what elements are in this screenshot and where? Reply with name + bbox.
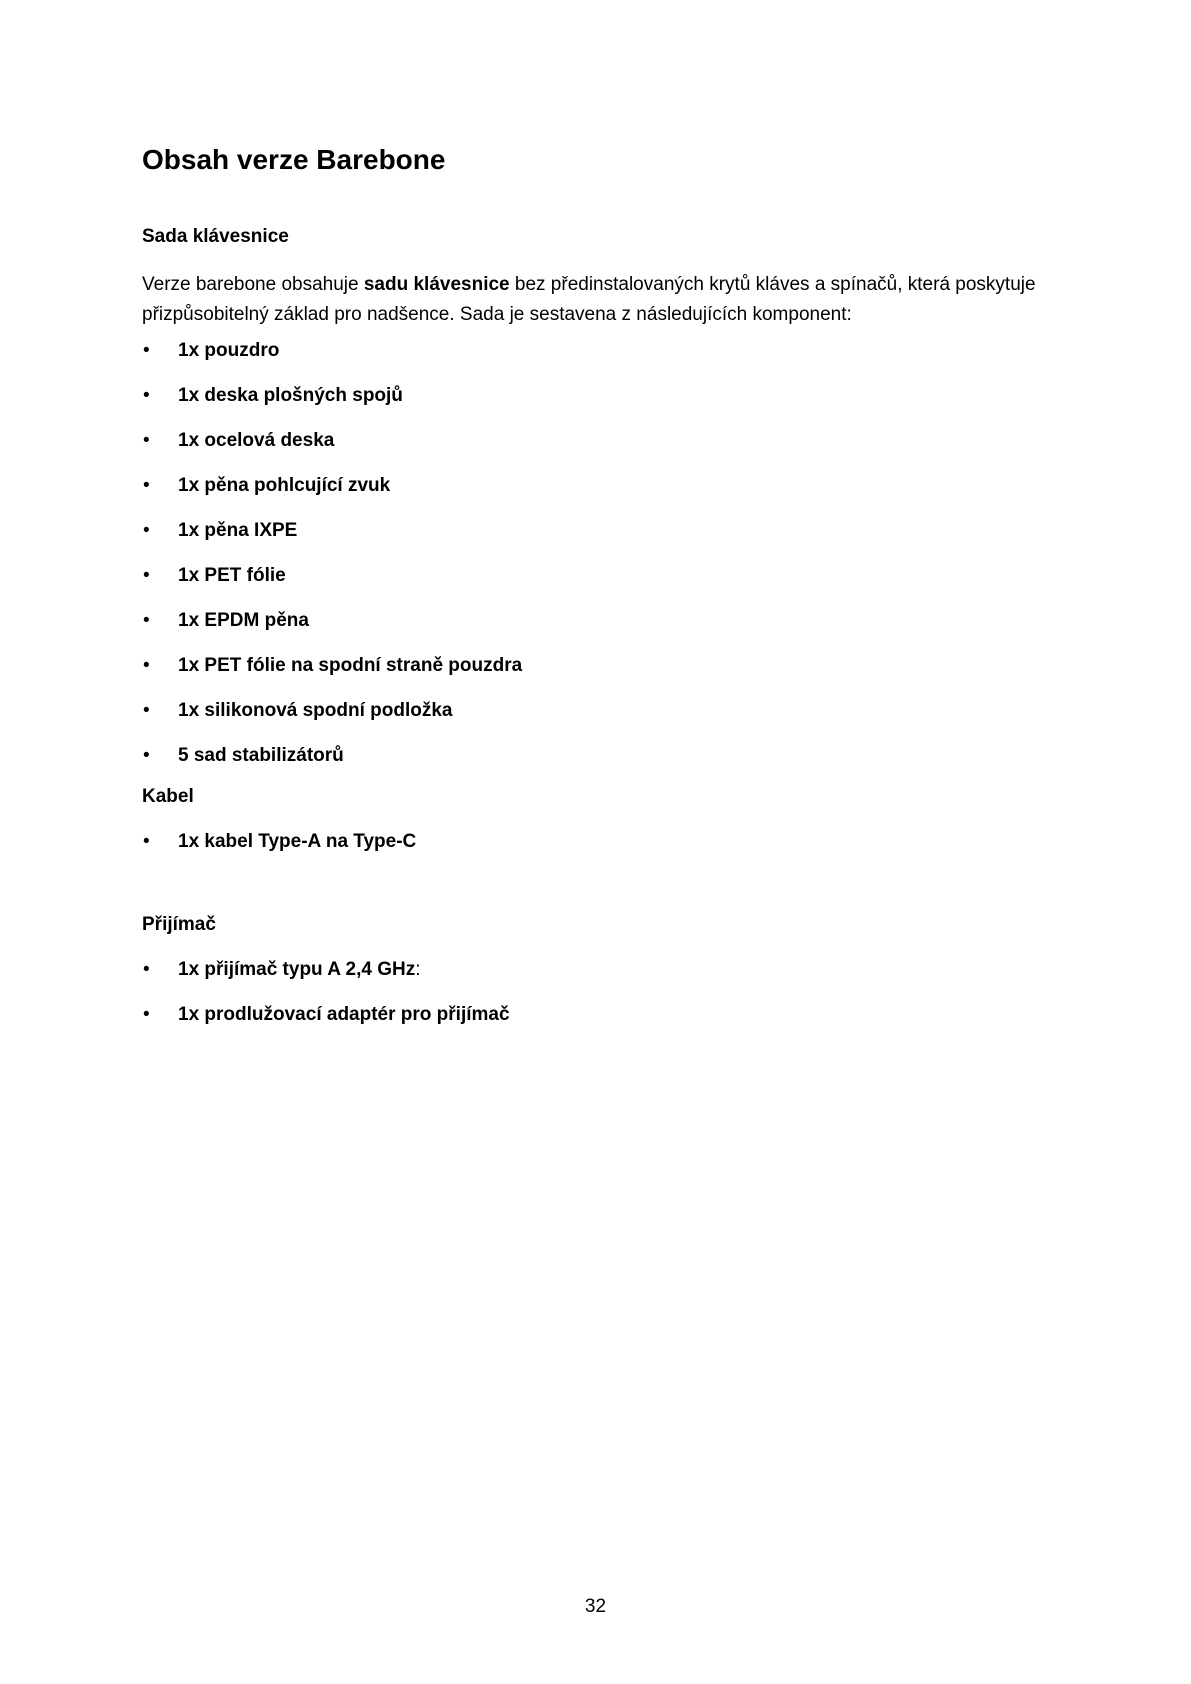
page-title: Obsah verze Barebone (142, 144, 446, 175)
bullet-icon: • (143, 340, 150, 361)
cable-list (142, 829, 1042, 855)
bullet-icon: • (143, 655, 150, 676)
list-item (142, 698, 1042, 724)
list-item-label: 1x EPDM pěna (178, 610, 309, 631)
bullet-icon: • (143, 959, 150, 980)
bullet-icon: • (143, 831, 150, 852)
list-item-label: 1x deska plošných spojů (178, 385, 403, 406)
list-item (142, 743, 1042, 769)
list-item-label: 1x prodlužovací adaptér pro přijímač (178, 1004, 510, 1025)
keyboard-kit-intro (142, 270, 1042, 330)
bullet-icon: • (143, 430, 150, 451)
list-item (142, 338, 1042, 364)
list-item (142, 518, 1042, 544)
bullet-icon: • (143, 385, 150, 406)
receiver-list (142, 957, 1042, 1028)
list-item (142, 608, 1042, 634)
list-item-label: 1x silikonová spodní podložka (178, 700, 453, 721)
list-item-label: 1x PET fólie na spodní straně pouzdra (178, 655, 523, 676)
intro-bold-text: sadu klávesnice (363, 274, 510, 295)
intro-text-end: bez předinstalovaných krytů kláves a spínačů, která poskytuje přizpůsobitelný základ pro nadšence. Sada je sestavena z následujících komponent: (142, 274, 1036, 325)
list-item-label: 1x přijímač typu A 2,4 GHz (178, 959, 416, 980)
bullet-icon: • (143, 520, 150, 541)
bullet-icon: • (143, 700, 150, 721)
bullet-icon: • (143, 475, 150, 496)
list-item (142, 383, 1042, 409)
cable-heading: Kabel (142, 786, 194, 807)
page-number: 32 (584, 1596, 607, 1617)
list-item-label: 1x PET fólie (178, 565, 286, 586)
list-item (142, 957, 1042, 983)
list-item-label: 1x pouzdro (178, 340, 280, 361)
intro-text-start: Verze barebone obsahuje (142, 274, 364, 295)
list-item-label: 1x pěna pohlcující zvuk (178, 475, 391, 496)
bullet-icon: • (143, 1004, 150, 1025)
keyboard-kit-component-list (142, 338, 1042, 769)
list-item-label: 1x kabel Type-A na Type-C (178, 831, 417, 852)
bullet-icon: • (143, 565, 150, 586)
receiver-heading: Přijímač (142, 914, 216, 935)
list-item (142, 829, 1042, 855)
list-item-suffix: : (415, 959, 421, 980)
list-item (142, 563, 1042, 589)
list-item-label: 1x ocelová deska (178, 430, 335, 451)
keyboard-kit-heading: Sada klávesnice (142, 226, 289, 247)
list-item (142, 428, 1042, 454)
list-item (142, 653, 1042, 679)
bullet-icon: • (143, 610, 150, 631)
list-item-label: 1x pěna IXPE (178, 520, 298, 541)
list-item (142, 473, 1042, 499)
list-item (142, 1002, 1042, 1028)
bullet-icon: • (143, 745, 150, 766)
page-content (142, 140, 1042, 1047)
list-item-label: 5 sad stabilizátorů (178, 745, 344, 766)
